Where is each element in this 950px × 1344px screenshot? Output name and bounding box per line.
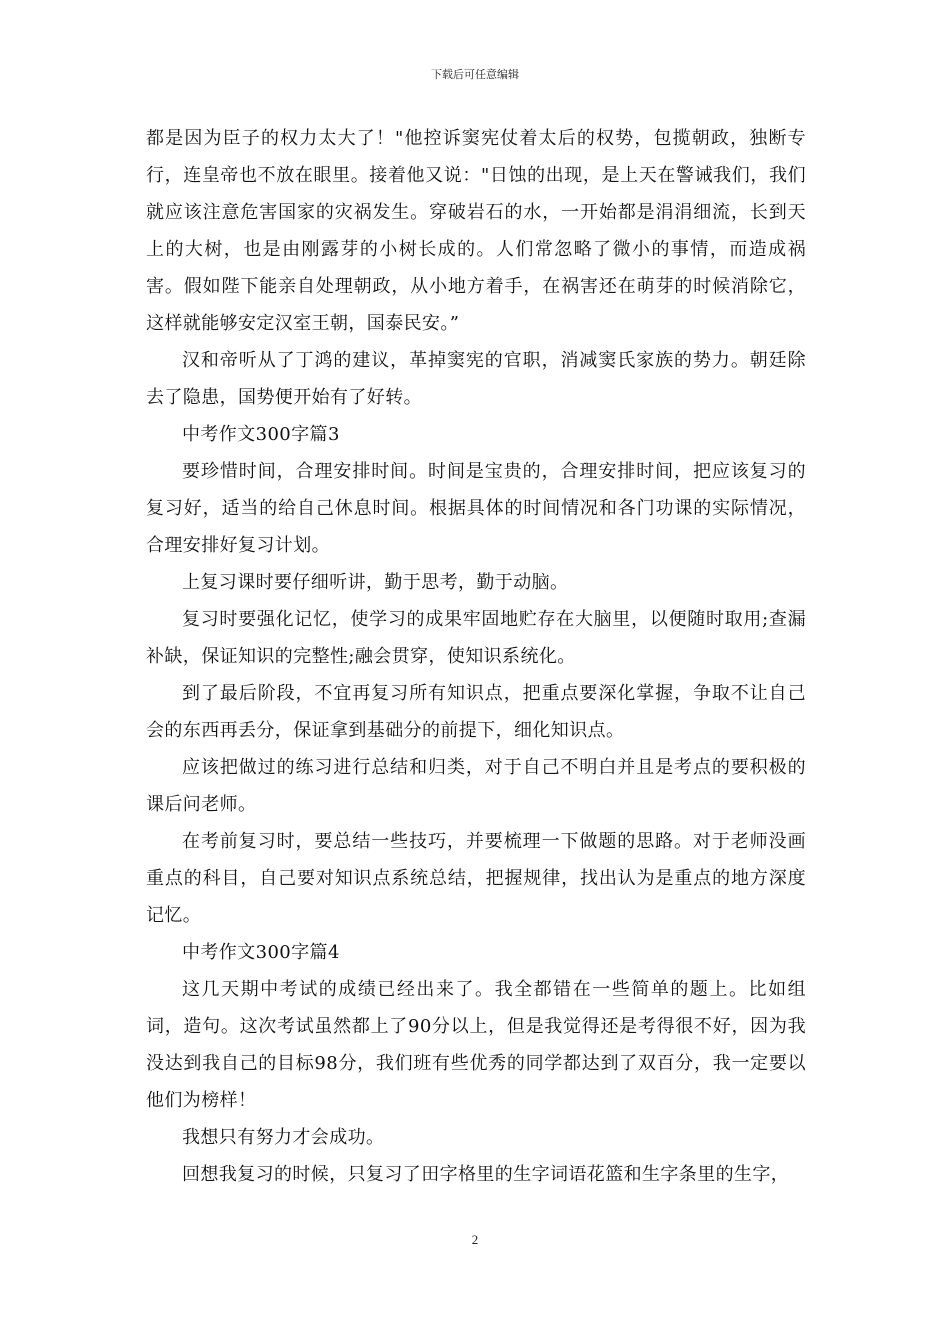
paragraph: 上复习课时要仔细听讲，勤于思考，勤于动脑。 xyxy=(182,572,569,593)
paragraph: 复习时要强化记忆，使学习的成果牢固地贮存在大脑里，以便随时取用;查漏补缺，保证知识的完整性;融会贯穿，使知识系统化。 xyxy=(146,609,806,667)
paragraph: 要珍惜时间，合理安排时间。时间是宝贵的，合理安排时间，把应该复习的复习好，适当的给自己休息时间。根据具体的时间情况和各门功课的实际情况，合理安排好复习计划。 xyxy=(146,461,806,556)
paragraph: 都是因为臣子的权力太大了！"他控诉窦宪仗着太后的权势，包揽朝政，独断专行，连皇帝也不放在眼里。接着他又说："日蚀的出现，是上天在警诫我们，我们就应该注意危害国家的灾祸发生。穿破岩石的水，一开始都是涓涓细流，长到天上的大树，也是由刚露芽的小树长成的。人们常忽略了微小的事情，而造成祸害。假如陛下能亲自处理朝政，从小地方着手，在祸害还在萌芽的时候消除它，这样就能够安定汉室王朝，国泰民安。” xyxy=(146,128,806,334)
paragraph: 回想我复习的时候，只复习了田字格里的生字词语花篮和生字条里的生字， xyxy=(182,1164,790,1185)
paragraph: 汉和帝听从了丁鸿的建议，革掉窦宪的官职，消减窦氏家族的势力。朝廷除去了隐患，国势便开始有了好转。 xyxy=(146,350,806,408)
paragraph: 在考前复习时，要总结一些技巧，并要梳理一下做题的思路。对于老师没画重点的科目，自己要对知识点系统总结，把握规律，找出认为是重点的地方深度记忆。 xyxy=(146,831,806,926)
page-number: 2 xyxy=(471,1232,479,1247)
paragraph: 应该把做过的练习进行总结和归类，对于自己不明白并且是考点的要积极的课后问老师。 xyxy=(146,757,806,815)
paragraph: 这几天期中考试的成绩已经出来了。我全都错在一些简单的题上。比如组词，造句。这次考试虽然都上了90分以上，但是我觉得还是考得很不好，因为我没达到我自己的目标98分，我们班有些优秀的同学都达到了双百分，我一定要以他们为榜样！ xyxy=(146,979,806,1111)
page-header: 下载后可任意编辑 xyxy=(431,68,519,81)
document-body xyxy=(146,120,806,1193)
paragraph: 到了最后阶段，不宜再复习所有知识点，把重点要深化掌握，争取不让自己会的东西再丢分，保证拿到基础分的前提下，细化知识点。 xyxy=(146,683,806,741)
section-heading: 中考作文300字篇4 xyxy=(182,942,340,963)
section-heading: 中考作文300字篇3 xyxy=(182,424,340,445)
paragraph: 我想只有努力才会成功。 xyxy=(182,1127,385,1148)
